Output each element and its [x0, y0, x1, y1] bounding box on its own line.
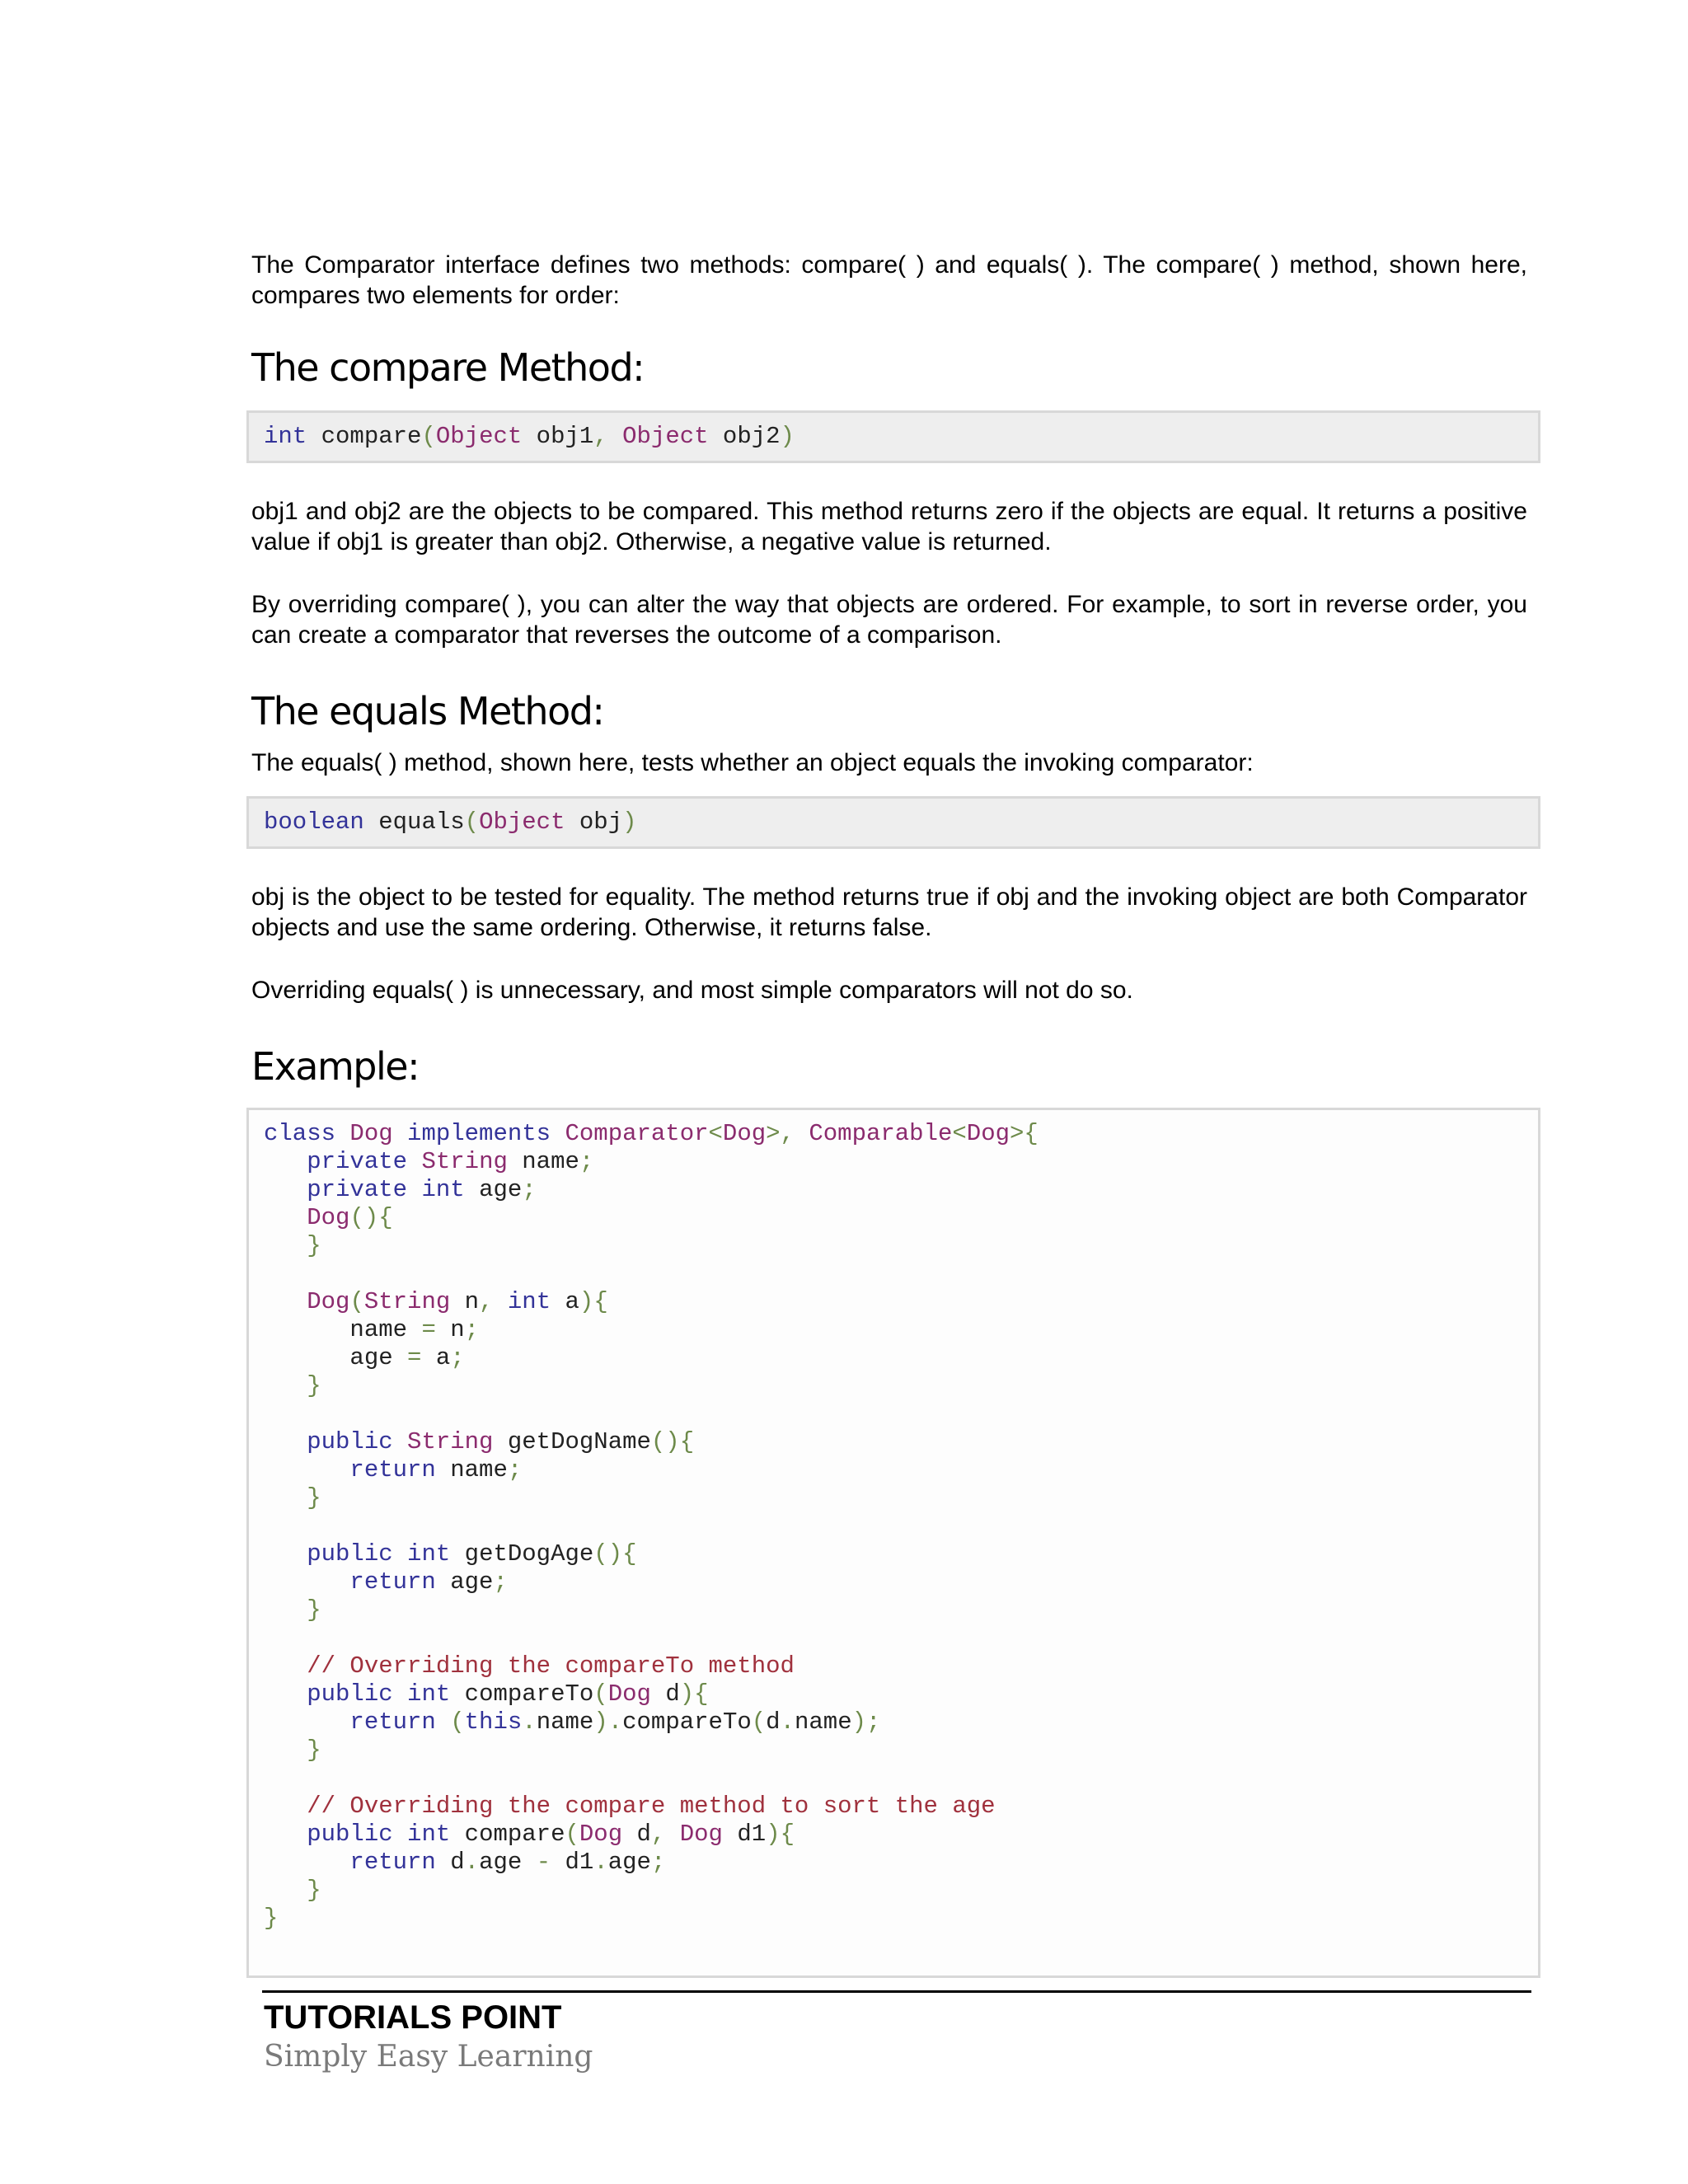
code-token: name: [507, 1148, 579, 1175]
code-type: Object: [479, 808, 565, 836]
code-token: public: [307, 1821, 393, 1848]
code-line: [264, 1148, 1523, 1176]
example-code-block: [246, 1108, 1540, 1978]
code-token: d: [650, 1680, 680, 1708]
code-punct: (: [464, 808, 480, 836]
code-token: public: [307, 1680, 393, 1708]
code-token: compareTo: [622, 1708, 752, 1736]
code-line: [264, 1652, 1523, 1680]
code-token: [393, 1821, 407, 1848]
code-token: [264, 1680, 307, 1708]
code-line: [264, 1905, 1523, 1933]
code-token: [393, 1540, 407, 1568]
code-token: [393, 1120, 407, 1147]
code-type: Object: [435, 423, 523, 450]
code-token: }: [307, 1877, 321, 1904]
code-token: int: [421, 1176, 465, 1203]
code-line: [264, 1344, 1523, 1372]
code-token: Dog: [307, 1288, 350, 1315]
code-line: [264, 1765, 1523, 1793]
code-token: [264, 1736, 307, 1764]
code-token: d: [766, 1708, 781, 1736]
code-keyword: int: [264, 423, 307, 450]
code-space: [608, 423, 622, 450]
code-token: public: [307, 1428, 393, 1455]
code-token: return: [349, 1568, 436, 1596]
code-token: a: [421, 1344, 451, 1371]
code-token: [436, 1708, 450, 1736]
code-token: Comparator: [565, 1120, 709, 1147]
code-token: this: [464, 1708, 523, 1736]
code-line: [264, 1204, 1523, 1232]
code-line: [264, 1849, 1523, 1877]
code-token: // Overriding the compare method to sort the age: [307, 1793, 996, 1820]
code-token: Dog: [722, 1120, 767, 1147]
code-token: (: [450, 1708, 465, 1736]
code-token: ){: [679, 1680, 709, 1708]
code-token: [264, 1821, 307, 1848]
code-token: age: [435, 1568, 494, 1596]
code-line: [264, 1428, 1523, 1456]
code-token: Dog: [349, 1120, 393, 1147]
code-token: [264, 1484, 307, 1511]
code-token: [264, 1849, 349, 1876]
code-token: n: [435, 1316, 465, 1343]
code-token: compare: [450, 1821, 565, 1848]
code-line: [264, 1540, 1523, 1568]
code-punct: (: [421, 423, 436, 450]
code-line: [264, 1596, 1523, 1624]
code-token: [264, 1288, 307, 1315]
code-line: [264, 1400, 1523, 1428]
code-token: private: [307, 1176, 408, 1203]
code-token: [264, 1428, 307, 1455]
code-token: [264, 1540, 307, 1568]
code-token: return: [349, 1708, 436, 1736]
code-token: );: [851, 1708, 881, 1736]
code-line: [264, 1288, 1523, 1316]
equals-intro-paragraph: The equals( ) method, shown here, tests whether an object equals the invoking comparator:: [251, 749, 1254, 776]
code-punct: ): [780, 423, 795, 450]
code-token: <: [952, 1120, 967, 1147]
code-token: (){: [650, 1428, 695, 1455]
code-line: [264, 1512, 1523, 1540]
code-line: [264, 1316, 1523, 1344]
code-token: age: [264, 1344, 408, 1371]
code-token: d: [622, 1821, 651, 1848]
code-token: (){: [593, 1540, 637, 1568]
code-token: Dog: [607, 1680, 651, 1708]
code-token: ;: [650, 1849, 666, 1876]
compare-params-paragraph: obj1 and obj2 are the objects to be compared. This method returns zero if the objects are equal. It returns a positive value if obj1 is greater than obj2. Otherwise, a negative value is returned.: [251, 498, 1527, 555]
code-line: [264, 1484, 1523, 1512]
code-token: Dog: [579, 1821, 623, 1848]
code-token: ;: [507, 1456, 523, 1483]
code-token: [264, 1232, 307, 1259]
code-token: Dog: [679, 1821, 723, 1848]
code-token: }: [307, 1736, 321, 1764]
code-token: [665, 1821, 679, 1848]
code-token: ;: [522, 1176, 537, 1203]
code-token: name: [435, 1456, 508, 1483]
code-token: -: [536, 1849, 551, 1876]
example-heading: Example:: [251, 1044, 420, 1089]
compare-override-paragraph: By overriding compare( ), you can alter the way that objects are ordered. For example, to sort in reverse order, you can create a comparator that reverses the outcome of a comparison.: [251, 591, 1527, 649]
code-token: String: [407, 1428, 494, 1455]
code-token: >{: [1010, 1120, 1039, 1147]
code-token: ;: [464, 1316, 480, 1343]
code-token: [264, 1456, 349, 1483]
code-token: [264, 1176, 307, 1203]
footer-divider: [262, 1990, 1531, 1993]
code-token: ;: [493, 1568, 508, 1596]
code-line: [264, 1232, 1523, 1260]
code-token: ,: [479, 1288, 494, 1315]
code-line: [264, 1260, 1523, 1288]
code-token: int: [407, 1680, 451, 1708]
code-token: ).: [593, 1708, 623, 1736]
compare-signature-code: [246, 410, 1540, 463]
code-punct: ): [622, 808, 637, 836]
code-punct: ,: [593, 423, 608, 450]
code-token: Comparable: [809, 1120, 953, 1147]
code-token: getDogName: [493, 1428, 651, 1455]
code-token: .: [522, 1708, 537, 1736]
code-token: (: [751, 1708, 767, 1736]
code-token: <: [708, 1120, 723, 1147]
code-line: [264, 1680, 1523, 1708]
code-token: age: [479, 1849, 537, 1876]
code-token: .: [464, 1849, 480, 1876]
code-token: [264, 1877, 307, 1904]
code-token: int: [407, 1540, 451, 1568]
code-token: Dog: [966, 1120, 1010, 1147]
code-token: =: [421, 1316, 436, 1343]
code-token: return: [349, 1456, 436, 1483]
code-method-name: equals: [363, 808, 465, 836]
equals-override-paragraph: Overriding equals( ) is unnecessary, and most simple comparators will not do so.: [251, 977, 1133, 1004]
code-token: [264, 1596, 307, 1624]
code-token: [335, 1120, 349, 1147]
code-token: }: [307, 1596, 321, 1624]
code-arg: obj: [565, 808, 623, 836]
equals-method-heading: The equals Method:: [251, 689, 604, 733]
code-token: int: [407, 1821, 451, 1848]
code-token: }: [307, 1232, 321, 1259]
code-token: [393, 1680, 407, 1708]
code-token: ;: [579, 1148, 594, 1175]
code-arg: obj1: [522, 423, 594, 450]
code-token: [264, 1568, 349, 1596]
code-token: // Overriding the compareTo method: [307, 1652, 795, 1680]
code-token: (){: [349, 1204, 393, 1231]
code-token: class: [264, 1120, 336, 1147]
code-token: String: [421, 1148, 508, 1175]
page-content: [251, 250, 1527, 2011]
code-token: implements: [407, 1120, 551, 1147]
footer-tagline: Simply Easy Learning: [264, 2040, 593, 2074]
code-method-name: compare: [307, 423, 422, 450]
code-token: a: [551, 1288, 579, 1315]
code-token: age: [607, 1849, 651, 1876]
code-token: ){: [579, 1288, 608, 1315]
code-token: name: [794, 1708, 852, 1736]
code-token: (: [565, 1821, 579, 1848]
code-type: Object: [622, 423, 709, 450]
code-line: [264, 1793, 1523, 1821]
code-token: [264, 1372, 307, 1399]
equals-signature-code: [246, 796, 1540, 849]
code-line: [264, 1176, 1523, 1204]
code-token: (: [349, 1288, 364, 1315]
code-token: ,: [650, 1821, 666, 1848]
code-token: [393, 1428, 407, 1455]
code-keyword: boolean: [264, 808, 364, 836]
code-line: [264, 1708, 1523, 1736]
code-token: }: [307, 1372, 321, 1399]
code-token: d1: [551, 1849, 594, 1876]
code-token: Dog: [307, 1204, 350, 1231]
code-arg: obj2: [708, 423, 781, 450]
code-token: private: [307, 1148, 408, 1175]
code-token: name: [264, 1316, 422, 1343]
code-token: [407, 1176, 421, 1203]
code-token: [795, 1120, 809, 1147]
code-token: }: [307, 1484, 321, 1511]
code-token: name: [536, 1708, 594, 1736]
code-line: [264, 1372, 1523, 1400]
code-token: d: [435, 1849, 465, 1876]
code-token: String: [363, 1288, 451, 1315]
code-token: return: [349, 1849, 436, 1876]
code-token: [264, 1708, 349, 1736]
code-token: .: [780, 1708, 795, 1736]
code-line: [264, 1456, 1523, 1484]
code-token: [264, 1652, 307, 1680]
code-token: public: [307, 1540, 393, 1568]
code-token: [264, 1148, 307, 1175]
code-token: .: [593, 1849, 608, 1876]
code-token: compareTo: [450, 1680, 594, 1708]
code-line: [264, 1624, 1523, 1652]
code-token: }: [264, 1905, 279, 1932]
code-token: getDogAge: [450, 1540, 594, 1568]
code-token: ;: [450, 1344, 465, 1371]
equals-params-paragraph: obj is the object to be tested for equality. The method returns true if obj and the invoking object are both Comparator objects and use the same ordering. Otherwise, it returns false.: [251, 883, 1527, 941]
code-token: d1: [722, 1821, 767, 1848]
code-line: [264, 1821, 1523, 1849]
code-token: age: [464, 1176, 523, 1203]
code-token: =: [407, 1344, 422, 1371]
code-token: n: [450, 1288, 480, 1315]
intro-paragraph: The Comparator interface defines two methods: compare( ) and equals( ). The compare( ) method, shown here, compares two elements for order:: [251, 251, 1527, 309]
code-token: [264, 1793, 307, 1820]
code-token: [551, 1120, 565, 1147]
compare-method-heading: The compare Method:: [251, 345, 645, 390]
code-line: [264, 1120, 1523, 1148]
code-token: [493, 1288, 507, 1315]
code-token: ){: [766, 1821, 795, 1848]
code-line: [264, 1877, 1523, 1905]
code-token: int: [507, 1288, 551, 1315]
code-line: [264, 1736, 1523, 1765]
code-token: (: [593, 1680, 608, 1708]
code-line: [264, 1568, 1523, 1596]
code-token: >,: [766, 1120, 795, 1147]
footer-brand: TUTORIALS POINT: [264, 1999, 562, 2036]
code-token: [264, 1204, 307, 1231]
code-token: [407, 1148, 421, 1175]
